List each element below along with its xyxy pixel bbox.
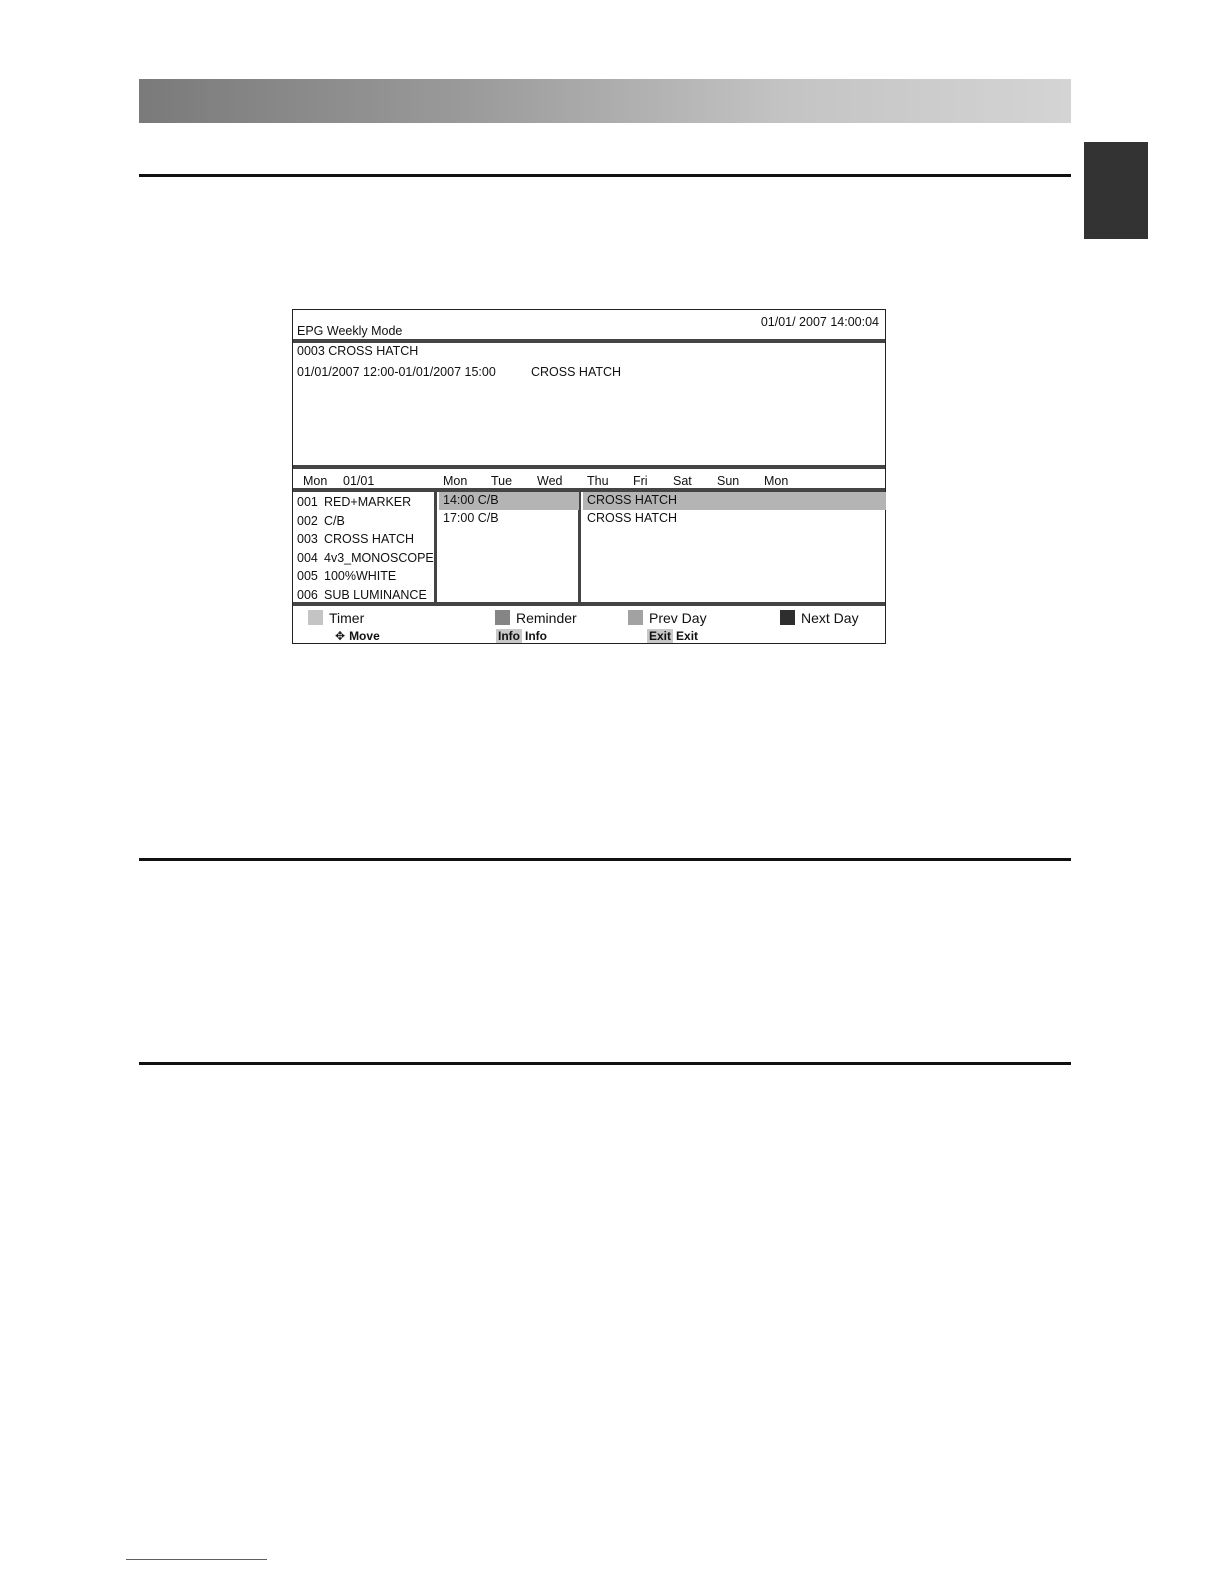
channel-name: SUB LUMINANCE	[324, 587, 427, 602]
program-title: CROSS HATCH	[531, 365, 622, 379]
footer-link-underline[interactable]	[126, 1559, 267, 1560]
schedule-events	[583, 492, 886, 527]
next-day-label: Next Day	[801, 610, 859, 626]
channel-item[interactable]	[297, 493, 435, 512]
timer-key[interactable]	[308, 610, 364, 626]
channel-item[interactable]	[297, 549, 435, 568]
channel-number: 001	[297, 495, 318, 509]
info-key: Info	[498, 629, 520, 643]
prev-day-label: Prev Day	[649, 610, 707, 626]
timer-color-key-icon	[308, 610, 323, 625]
channel-number: 004	[297, 550, 318, 565]
section-rule	[139, 1062, 1071, 1065]
four-way-arrow-icon: ✥	[335, 629, 346, 643]
schedule-event-row[interactable]: CROSS HATCH	[587, 510, 678, 525]
day-tab[interactable]: Wed	[537, 474, 563, 488]
channel-name: 4v3_MONOSCOPE	[324, 550, 434, 565]
exit-hint[interactable]	[647, 629, 698, 643]
channel-name: CROSS HATCH	[324, 532, 415, 546]
channel-number: 006	[297, 587, 318, 602]
next-day-color-key-icon	[780, 610, 795, 625]
channel-number: 005	[297, 569, 318, 583]
channel-name: C/B	[324, 513, 345, 528]
section-rule	[139, 858, 1071, 861]
schedule-time-row[interactable]: 14:00 C/B	[439, 492, 579, 510]
reminder-label: Reminder	[516, 610, 577, 626]
schedule-times	[439, 492, 579, 528]
exit-key: Exit	[649, 629, 672, 643]
divider	[293, 465, 885, 469]
current-day: Mon	[303, 474, 328, 488]
header-band	[139, 79, 1071, 123]
prev-day-key[interactable]	[628, 610, 707, 626]
info-hint[interactable]	[496, 629, 547, 643]
info-label: Info	[525, 629, 547, 643]
channel-number: 003	[297, 532, 318, 546]
move-hint	[335, 629, 380, 643]
epg-title: EPG Weekly Mode	[297, 324, 403, 338]
channel-number: 002	[297, 513, 318, 528]
channel-item[interactable]	[297, 567, 435, 586]
channel-item[interactable]	[297, 512, 435, 531]
day-tab[interactable]: Mon	[443, 474, 468, 488]
prev-day-color-key-icon	[628, 610, 643, 625]
day-tab[interactable]: Sat	[673, 474, 692, 488]
day-tab[interactable]: Sun	[717, 474, 740, 488]
program-time-range: 01/01/2007 12:00-01/01/2007 15:00	[297, 365, 496, 379]
divider	[293, 602, 885, 606]
channel-list	[297, 493, 435, 604]
chapter-side-tab	[1084, 142, 1148, 239]
reminder-key[interactable]	[495, 610, 577, 626]
program-id-line: 0003 CROSS HATCH	[297, 344, 419, 358]
next-day-key[interactable]	[780, 610, 859, 626]
schedule-event-row[interactable]: CROSS HATCH	[583, 492, 886, 510]
channel-name: RED+MARKER	[324, 495, 412, 509]
section-rule	[139, 174, 1071, 177]
day-tab[interactable]: Tue	[491, 474, 513, 488]
current-date: 01/01	[343, 474, 375, 488]
channel-item[interactable]	[297, 530, 435, 549]
day-tab[interactable]: Fri	[633, 474, 648, 488]
channel-name: 100%WHITE	[324, 569, 397, 583]
timer-label: Timer	[329, 610, 365, 626]
move-label: Move	[349, 629, 380, 643]
reminder-color-key-icon	[495, 610, 510, 625]
exit-label: Exit	[676, 629, 699, 643]
epg-weekly-screen	[292, 309, 886, 644]
day-tab[interactable]: Mon	[764, 474, 789, 488]
day-tab[interactable]: Thu	[587, 474, 609, 488]
epg-datetime: 01/01/ 2007 14:00:04	[760, 315, 879, 329]
divider	[293, 339, 885, 343]
schedule-time-row[interactable]: 17:00 C/B	[443, 511, 499, 525]
